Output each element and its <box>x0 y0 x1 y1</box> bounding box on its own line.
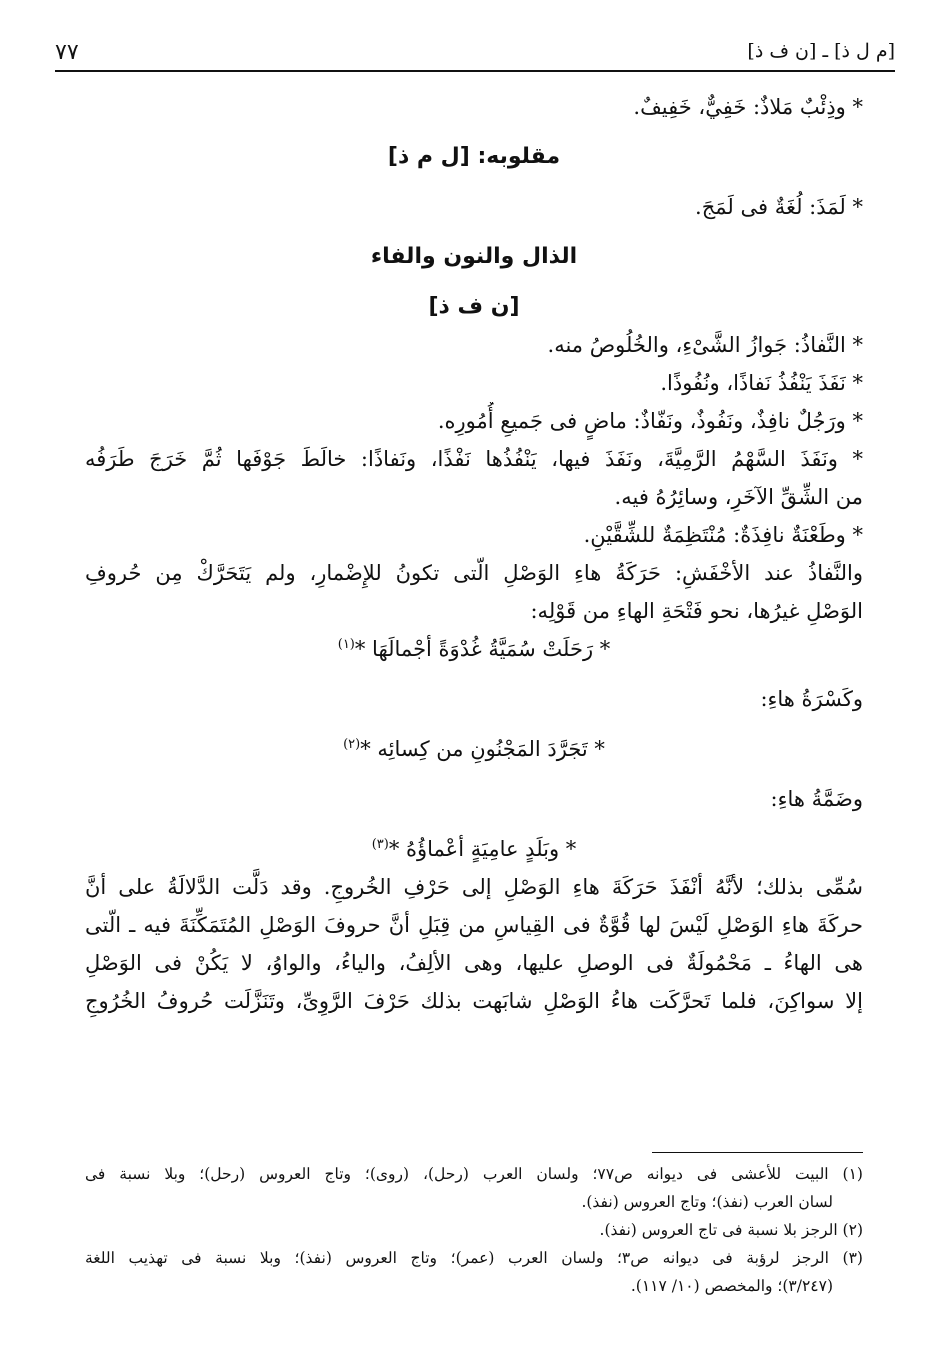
page-number: ٧٧ <box>55 40 79 65</box>
entry-line: وضَمَّةُ هاءِ: <box>770 787 863 811</box>
page-header <box>55 34 895 72</box>
footnote-3 <box>85 1244 863 1300</box>
verse-line <box>85 730 863 768</box>
verse-text: * تَجَرَّدَ المَجْنُونِ من كِسائِه * <box>360 737 605 761</box>
footnote-text: (٣) الرجز لرؤبة فى ديوانه ص٣؛ ولسان العرب (عمر)؛ وتاج العروس (نفذ)؛ وبلا نسبة فى تهذيب اللغة <box>85 1249 863 1267</box>
footnotes <box>85 1160 863 1300</box>
entry-line: * لَمَذَ: لُغَةٌ فى لَمَجَ. <box>695 195 863 219</box>
entry-line: الوَصْلِ غيرُها، نحو فَتْحَةِ الهاءِ من قَوْلِه: <box>530 599 863 623</box>
footnote-text: (١) البيت للأعشى فى ديوانه ص٧٧؛ ولسان العرب (رحل)، (روى)؛ وتاج العروس (رحل)؛ وبلا نسبة فى <box>85 1165 863 1183</box>
root-heading: [ن ف ذ] <box>428 294 520 319</box>
subheading-maqlub: مقلوبه: [ل م ذ] <box>387 144 561 169</box>
footnote-2 <box>85 1216 863 1244</box>
footnote-text: لسان العرب (نفذ)؛ وتاج العروس (نفذ). <box>581 1193 833 1211</box>
running-head: [م ل ذ] ـ [ن ف ذ] <box>747 40 895 62</box>
footnote-ref: (٣) <box>371 837 389 852</box>
entry-line: هى الهاءُ ـ مَحْمُولَةٌ فى الوصلِ عليها، وهى الألِفُ، والياءُ، والواوُ، لا يَكُنْ فى الوَصْلِ <box>85 951 863 975</box>
entry-line: * وذِئْبٌ مَلاذٌ: خَفِيٌّ، خَفِيفٌ. <box>633 95 863 119</box>
entry-line: من الشِّقِّ الآخَرِ، وسائِرُهُ فيه. <box>614 485 863 509</box>
footnote-ref: (٢) <box>343 737 361 752</box>
verse-line <box>85 630 863 668</box>
entry-line: * نَفَذَ يَنْفُذُ نَفاذًا، ونُفُوذًا. <box>660 371 863 395</box>
footnote-divider <box>652 1152 863 1153</box>
entry-line: والنَّفاذُ عند الأخْفَشِ: حَرَكَةُ هاءِ الوَصْلِ الّتى تكونُ للإِضْمارِ، ولم يَتَحَرَّكْ مِن حُروفِ <box>85 561 863 585</box>
footnote-text: (٢) الرجز بلا نسبة فى تاج العروس (نفذ). <box>599 1221 863 1239</box>
chapter-heading: الذال والنون والفاء <box>370 244 578 269</box>
footnote-ref: (١) <box>337 637 355 652</box>
footnote-text: (٣/٢٤٧)؛ والمخصص (١٠/ ١١٧). <box>630 1277 833 1295</box>
entry-line: إلا سواكِنَ، فلما تَحرَّكَت هاءُ الوَصْلِ شابَهت بذلك حَرْفَ الرَّوِىِّ، وتَنَزَّلَت حُروفُ الخُرُوجِ <box>85 989 863 1013</box>
entry-line: حركَةَ هاءِ الوَصْلِ لَيْسَ لها قُوَّةٌ فى القِياسِ من قِبَلِ أنَّ حروفَ الوَصْلِ المُتَمَكِّنَةَ فيه ـ الّتى <box>85 913 863 937</box>
entry-line: * ونَفَذَ السَّهْمُ الرَّمِيَّةَ، ونَفَذَ فيها، يَنْفُذُها نَفْذًا، ونَفاذًا: خالَطَ جَوْفَها ثُمَّ خَرَجَ طَرَفُه <box>85 447 863 471</box>
footnote-1 <box>85 1160 863 1216</box>
entry-line: * وطَعْنَةٌ نافِذَةٌ: مُنْتَظِمَةٌ للشِّقَّيْنِ. <box>583 523 863 547</box>
verse-line <box>85 830 863 868</box>
entry-line: * ورَجُلٌ نافِذٌ، ونَفُوذٌ، ونَفّاذٌ: ماضٍ فى جَميعِ أُمُورِه. <box>437 409 863 433</box>
verse-text: * رَحَلَتْ سُمَيَّةُ غُدْوَةً أجْمالَهَا * <box>354 637 611 661</box>
verse-text: * وبَلَدٍ عامِيَةٍ أعْماؤُهُ * <box>388 837 577 861</box>
entry-line: سُمِّى بذلك؛ لأنَّهُ أنْفَذَ حَرَكَةَ هاءِ الوَصْلِ إلى حَرْفِ الخُروجِ. وقد دَلَّت الدَّلالَةُ على أنَّ <box>85 875 863 899</box>
main-text <box>85 88 863 1020</box>
entry-line: * النَّفاذُ: جَوازُ الشَّىْءِ، والخُلُوصُ منه. <box>547 333 863 357</box>
entry-line: وكَسْرَةُ هاءِ: <box>760 687 863 711</box>
